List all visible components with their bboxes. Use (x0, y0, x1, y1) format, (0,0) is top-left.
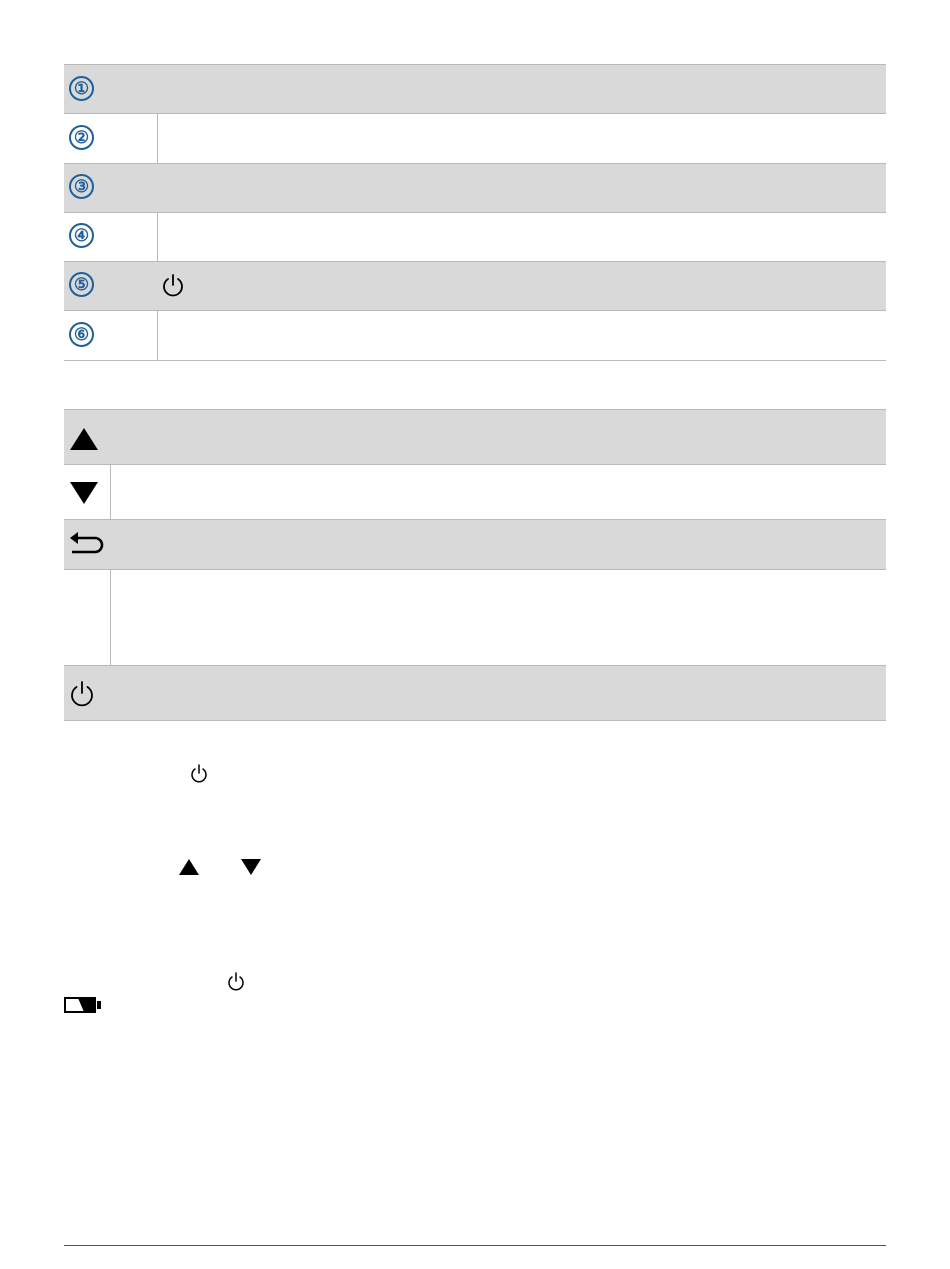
back-icon (69, 532, 105, 558)
callout-1: ① (69, 76, 94, 101)
power-icon (227, 972, 245, 992)
callout-row-4 (64, 213, 886, 262)
callout-3: ③ (69, 174, 94, 199)
button-row-up (64, 410, 886, 465)
callout-row-5 (64, 262, 886, 311)
callout-5: ⑤ (69, 272, 94, 297)
column-divider (157, 311, 158, 360)
device-callout-table (64, 64, 886, 361)
power-icon (190, 764, 208, 784)
footer-rule (64, 1245, 886, 1246)
column-divider (157, 213, 158, 261)
button-row-down (64, 465, 886, 520)
power-icon (161, 273, 185, 299)
callout-row-6 (64, 311, 886, 361)
callout-2: ② (69, 125, 94, 150)
callout-row-3 (64, 164, 886, 213)
button-row-blank (64, 570, 886, 666)
up-arrow-icon (69, 427, 99, 451)
up-arrow-icon (178, 858, 200, 876)
callout-row-2 (64, 114, 886, 164)
column-divider (157, 114, 158, 163)
button-row-back (64, 520, 886, 570)
button-icon-table (64, 409, 886, 721)
column-divider (110, 570, 111, 665)
down-arrow-icon (69, 481, 99, 505)
callout-row-1 (64, 65, 886, 114)
down-arrow-icon (240, 858, 262, 876)
callout-6: ⑥ (69, 322, 94, 347)
column-divider (110, 465, 111, 519)
battery-charging-icon (64, 996, 104, 1014)
power-icon (69, 680, 95, 708)
callout-4: ④ (69, 223, 94, 248)
button-row-power (64, 666, 886, 721)
